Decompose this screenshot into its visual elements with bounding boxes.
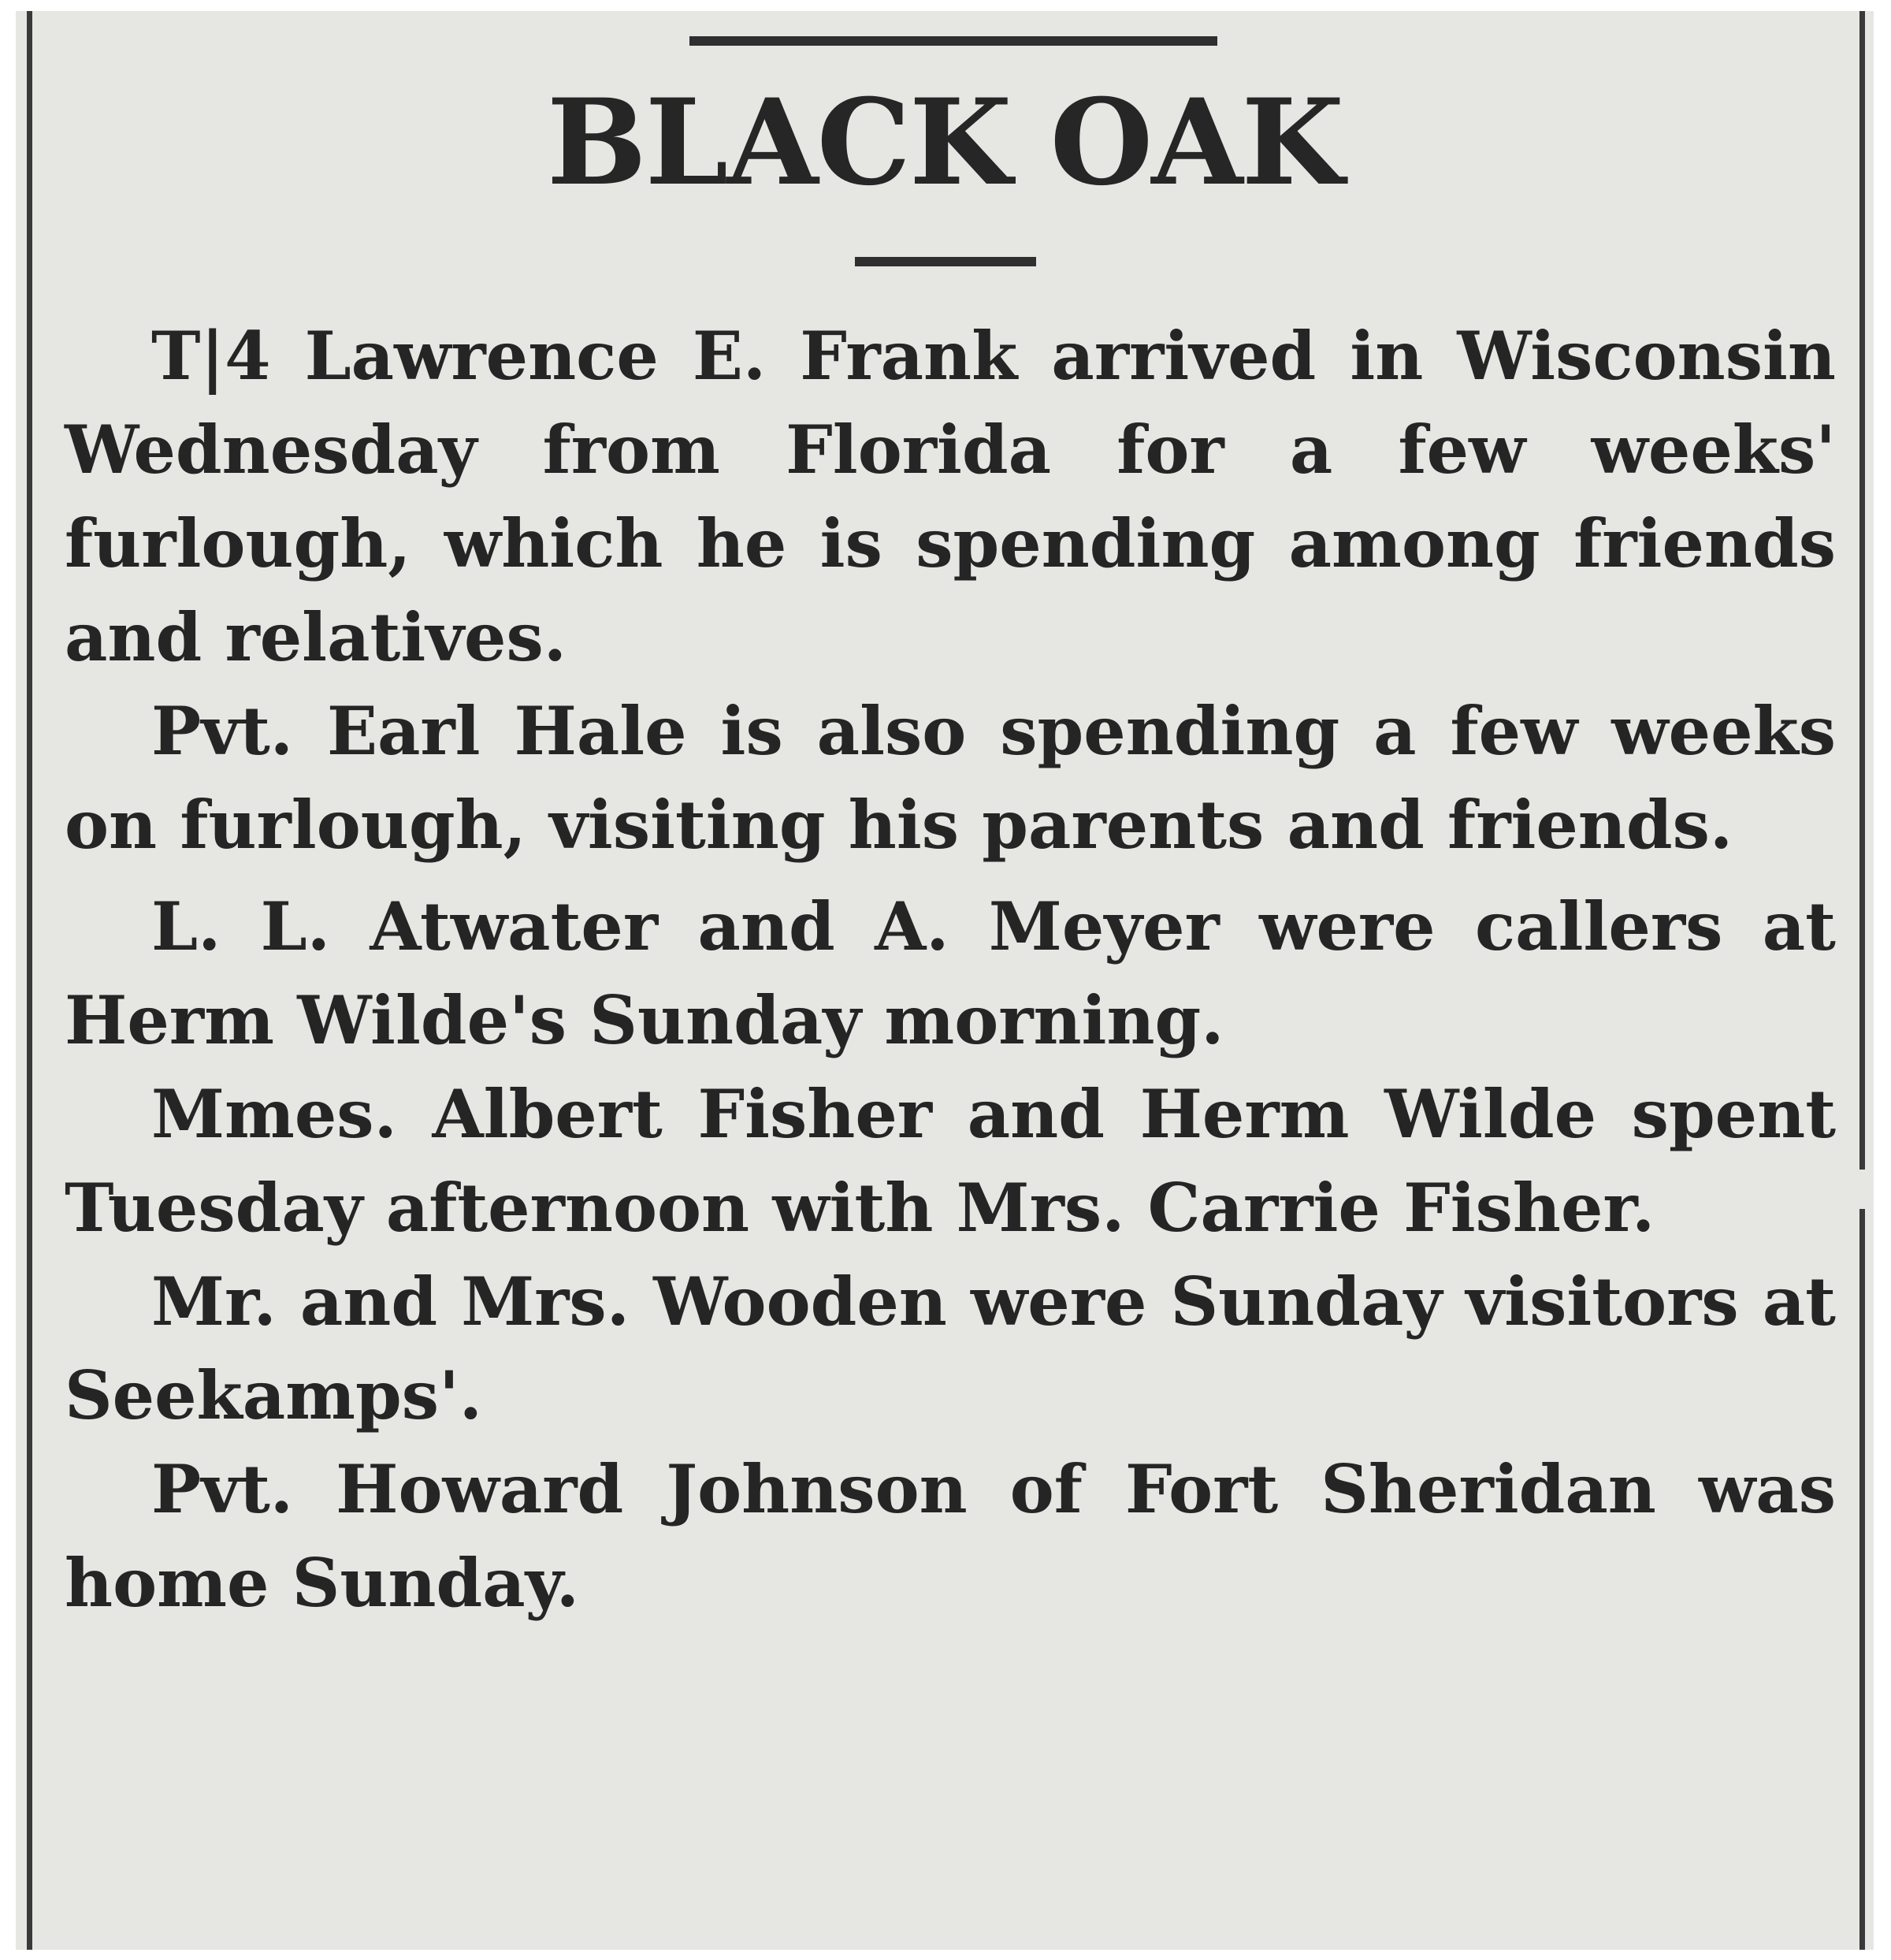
paragraph-fisher-wilde: Mmes. Albert Fisher and Herm Wilde spent Tuesday afternoon with Mrs. Carrie Fisher. <box>65 1075 1836 1247</box>
paragraph-johnson: Pvt. Howard Johnson of Fort Sheridan was home Sunday. <box>65 1450 1836 1622</box>
paragraph-wooden: Mr. and Mrs. Wooden were Sunday visitors at Seekamps'. <box>65 1263 1836 1434</box>
headline: BLACK OAK <box>546 73 1343 212</box>
article-body <box>65 309 1836 1630</box>
top-divider-rule <box>689 36 1217 46</box>
paragraph-atwater-meyer: L. L. Atwater and A. Meyer were callers at Herm Wilde's Sunday morning. <box>65 887 1836 1059</box>
newspaper-clipping <box>16 11 1874 1950</box>
paragraph-hale-furlough: Pvt. Earl Hale is also spending a few weeks on furlough, visiting his parents and friends. <box>65 692 1836 864</box>
paragraph-frank-furlough: T|4 Lawrence E. Frank arrived in Wisconsin Wednesday from Florida for a few weeks' furlough, which he is spending among friends and relatives. <box>65 317 1836 676</box>
left-column-rule <box>27 11 32 1950</box>
headline-divider-rule <box>855 257 1036 266</box>
right-column-rule-lower <box>1859 1209 1865 1950</box>
